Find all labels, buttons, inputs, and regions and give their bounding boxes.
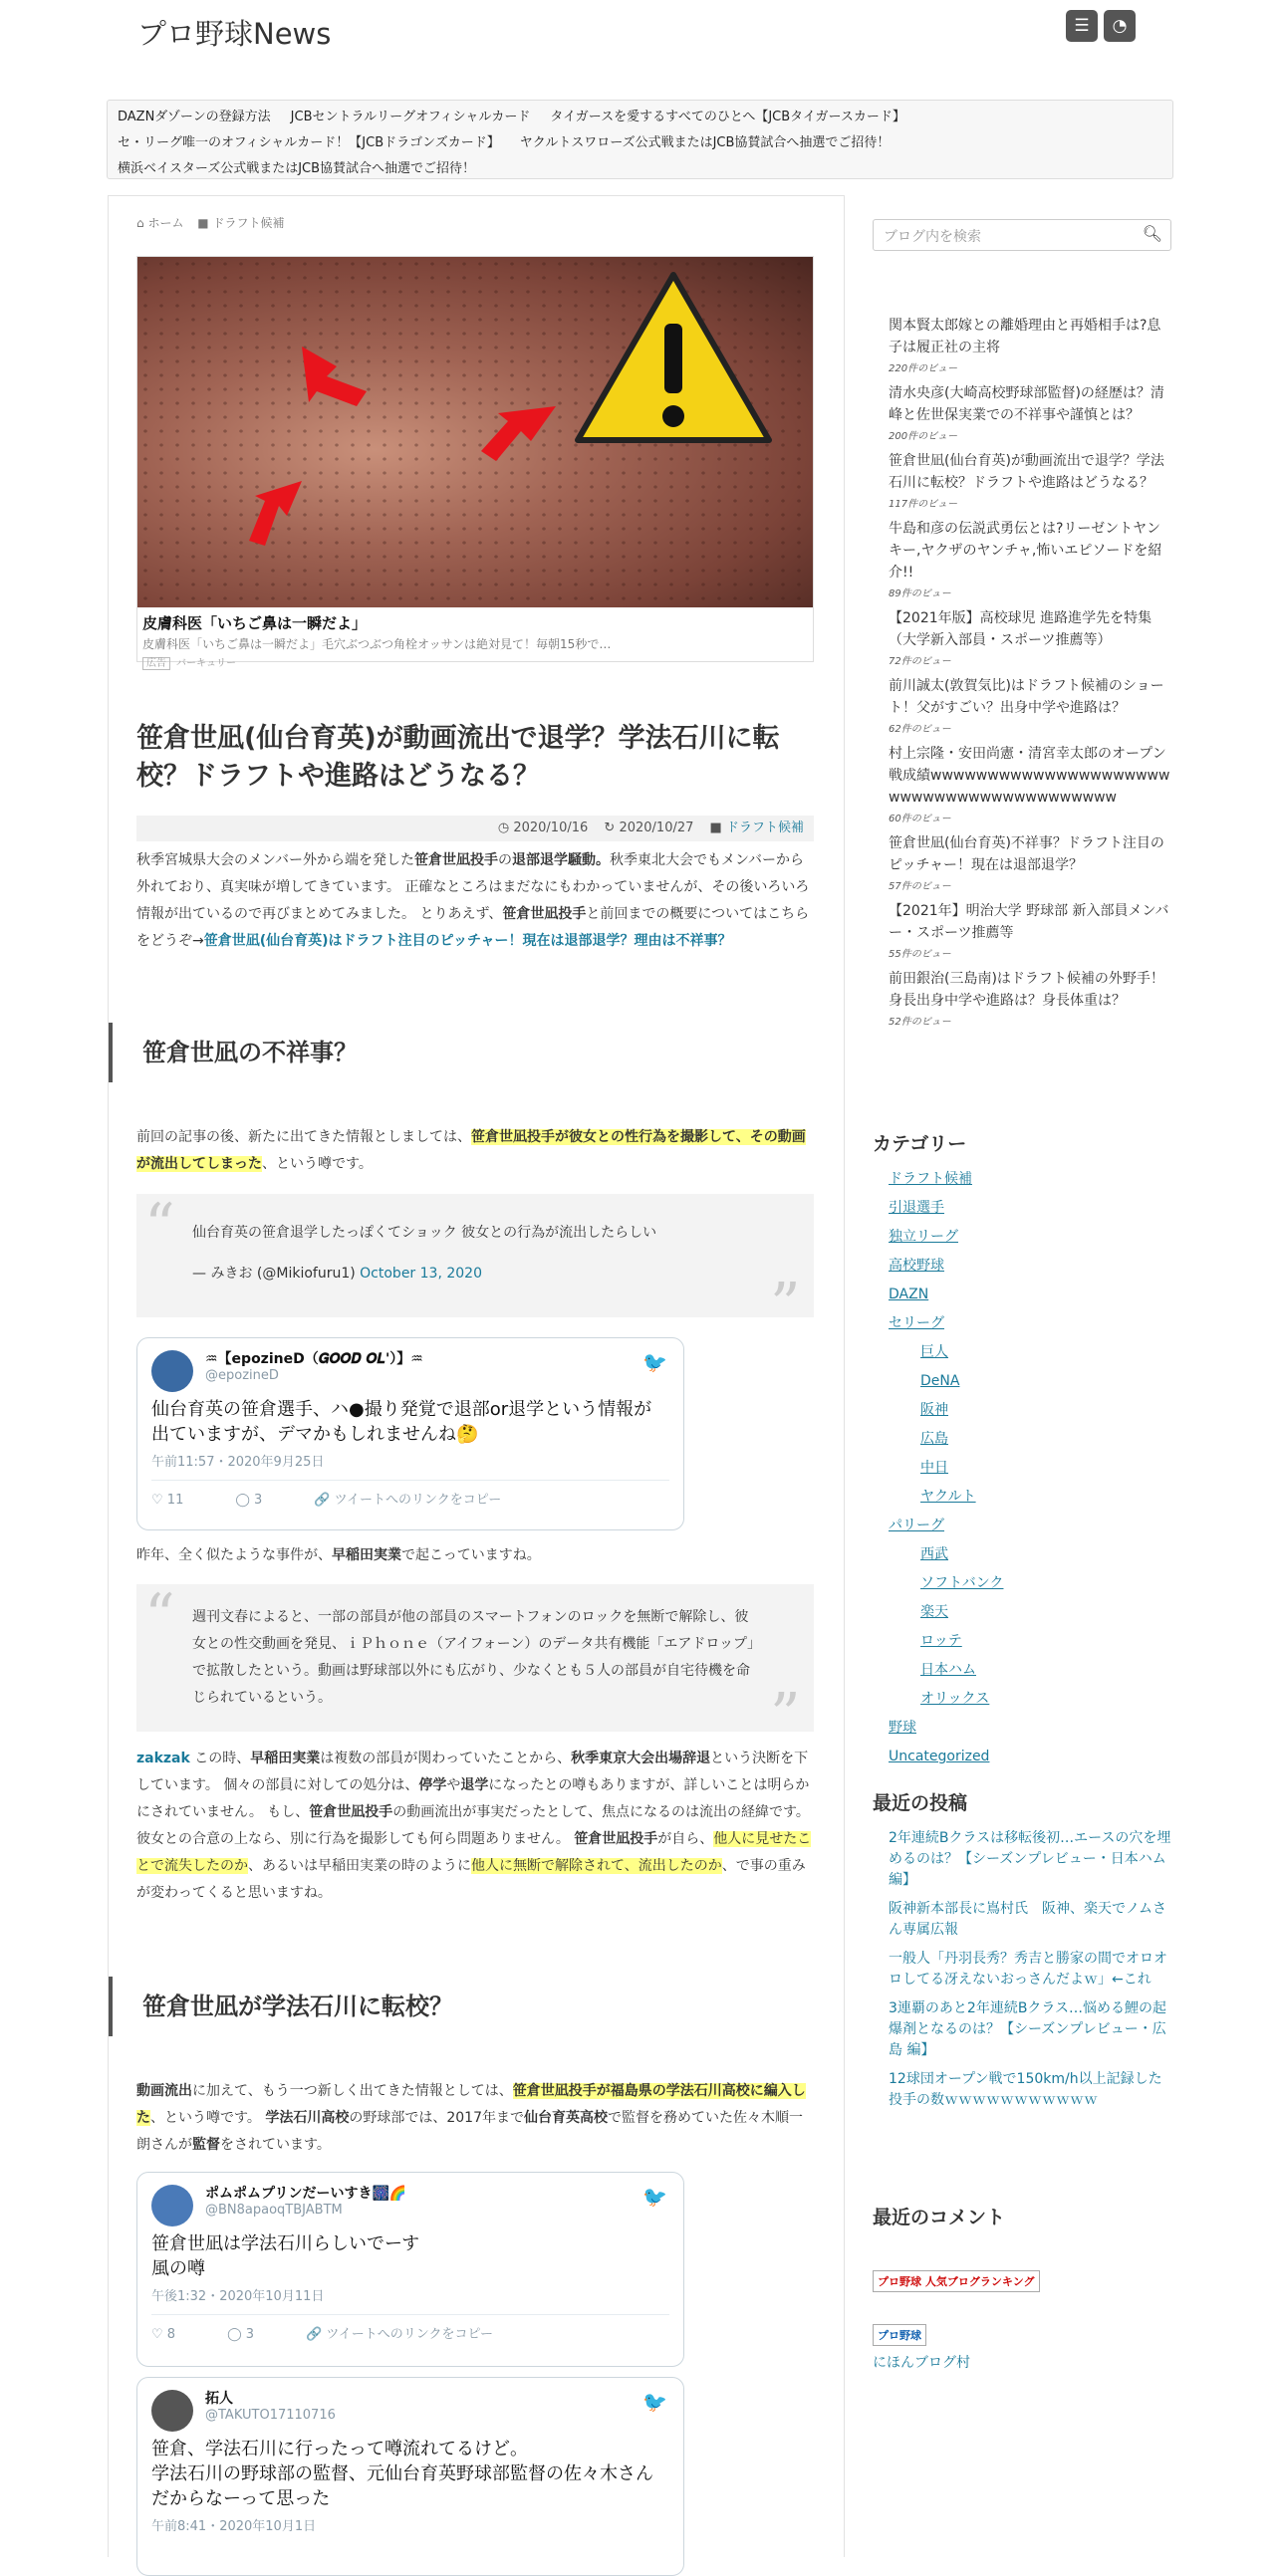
like-icon[interactable]: ♡ 11 — [151, 1493, 184, 1508]
category-link[interactable]: 巨人 — [920, 1344, 948, 1360]
ad-title[interactable]: 皮膚科医「いちご鼻は一瞬だよ」 — [142, 614, 368, 632]
category-link[interactable]: 西武 — [920, 1546, 948, 1562]
search-icon[interactable]: 🔍︎ — [1142, 224, 1162, 243]
category-link[interactable]: 野球 — [889, 1720, 916, 1736]
recent-post-link[interactable]: 12球団オープン戦で150km/h以上記録した投手の数ｗｗｗｗｗｗｗｗｗｗｗ — [889, 2071, 1162, 2108]
paragraph: 動画流出に加えて、もう一つ新しく出てきた情報としては、笹倉世凪投手が福島県の学法石川高校に編入した、という噂です。 学法石川高校の野球部では、2017年まで仙台育英高校で監督を務めていた佐々木順一朗さんが監督をされています。 — [136, 2083, 806, 2153]
embedded-tweet[interactable] — [136, 1337, 684, 1530]
blockquote — [136, 1581, 814, 1732]
tweet-time[interactable]: 午前8:41・2020年10月1日 — [151, 2519, 317, 2534]
avatar[interactable] — [151, 2390, 193, 2432]
avatar[interactable] — [151, 2185, 193, 2226]
previous-article-link[interactable]: 笹倉世凪(仙台育英)はドラフト注目のピッチャー！現在は退部退学？理由は不祥事？ — [203, 933, 732, 949]
update-icon: ↻ — [604, 820, 616, 835]
categories-heading: カテゴリー — [873, 1133, 967, 1155]
category-link[interactable]: 日本ハム — [920, 1662, 976, 1678]
category-link[interactable]: 引退選手 — [889, 1200, 944, 1216]
popular-post-link[interactable]: 前田銀治(三島南)はドラフト候補の外野手！身長出身中学や進路は？身長体重は？ — [889, 971, 1164, 1009]
quote-date-link[interactable]: October 13, 2020 — [360, 1266, 482, 1282]
view-count: 57件のビュー — [889, 881, 951, 892]
feedly-icon[interactable]: ☰ — [1066, 10, 1098, 42]
recent-posts — [889, 1828, 1171, 2119]
tweet-body: 仙台育英の笹倉選手、ハ●撮り発覚で退部or退学という情報が出ていますが、デマかもしれませんね🤔 — [151, 1399, 652, 1445]
quote-close-icon: ” — [770, 1271, 801, 1340]
nav-link[interactable]: ヤクルトスワローズ公式戦またはJCB協賛試合へ抽選でご招待！ — [519, 135, 891, 150]
popular-post-link[interactable]: 【2021年】明治大学 野球部 新入部員メンバー・スポーツ推薦等 — [889, 903, 1169, 941]
link-copy[interactable]: 🔗 ツイートへのリンクをコピー — [314, 1493, 502, 1508]
popular-post-link[interactable]: 【2021年版】高校球児 進路進学先を特集（大学新入部員・スポーツ推薦等） — [889, 610, 1152, 648]
breadcrumb-category[interactable]: ドラフト候補 — [212, 216, 285, 230]
search-input[interactable]: ブログ内を検索 🔍︎ — [873, 219, 1171, 251]
view-count: 72件のビュー — [889, 656, 951, 667]
category-link[interactable]: 楽天 — [920, 1604, 948, 1620]
category-link[interactable]: 阪神 — [920, 1402, 948, 1418]
rss-icon[interactable]: ◔ — [1104, 10, 1136, 42]
popular-post-link[interactable]: 清水央彦(大崎高校野球部監督)の経歴は？清峰と佐世保実業での不祥事や謹慎とは？ — [889, 385, 1164, 423]
view-count: 55件のビュー — [889, 949, 951, 960]
category-link[interactable]: ロッテ — [920, 1633, 962, 1649]
category-link[interactable]: Uncategorized — [889, 1749, 990, 1764]
category-link[interactable]: ドラフト候補 — [725, 820, 804, 835]
reply-icon[interactable]: ◯ 3 — [235, 1493, 263, 1508]
embedded-tweet[interactable] — [136, 2377, 684, 2576]
category-link[interactable]: ソフトバンク — [920, 1575, 1004, 1591]
source-link[interactable]: zakzak — [136, 1751, 190, 1766]
quote-cite: — みきお (@Mikiofuru1) — [192, 1266, 356, 1282]
popular-post-link[interactable]: 前川誠太(敦賀気比)はドラフト候補のショート！父がすごい？出身中学や進路は？ — [889, 678, 1164, 716]
popular-post-link[interactable]: 牛島和彦の伝説武勇伝とは?リーゼントヤンキー,ヤクザのヤンチャ,怖いエピソードを紹介!! — [889, 521, 1162, 581]
tweet-time[interactable]: 午前11:57・2020年9月25日 — [151, 1455, 325, 1470]
main-content — [108, 195, 845, 2557]
ad-block[interactable] — [136, 256, 814, 669]
category-link[interactable]: オリックス — [920, 1691, 990, 1707]
twitter-icon[interactable]: 🐦 — [642, 1350, 667, 1374]
quote-text: 週刊文春によると、一部の部員が他の部員のスマートフォンのロックを無断で解除し、彼女との性交動画を発見、ｉＰｈｏｎｅ（アイフォーン）のデータ共有機能「エアドロップ」で拡散したという。動画は野球部以外にも広がり、少なくとも５人の部員が自宅待機を命じられているという。 — [192, 1609, 755, 1706]
category-link[interactable]: セリーグ — [889, 1315, 944, 1331]
blogmura-link[interactable]: にほんブログ村 — [873, 2355, 970, 2371]
nav-link[interactable]: タイガースを愛するすべてのひとへ【JCBタイガースカード】 — [550, 110, 905, 124]
category-list — [889, 1165, 1003, 1771]
tweet-author[interactable]: ポムポムプリンだーいすき🎆🌈 — [205, 2186, 407, 2202]
breadcrumb — [136, 214, 814, 231]
folder-icon: ■ — [709, 820, 722, 835]
section-heading: 笹倉世凪が学法石川に転校？ — [109, 1977, 846, 2036]
recent-post-link[interactable]: 一般人「丹羽長秀？秀吉と勝家の間でオロオロしてる冴えないおっさんだよｗ」←これ — [889, 1951, 1167, 1988]
tweet-handle[interactable]: @BN8apaoqTBJABTM — [205, 2203, 343, 2218]
ad-sponsor: バーキュリー — [176, 658, 236, 669]
quote-open-icon: “ — [144, 1191, 175, 1261]
tweet-body: 笹倉世凪は学法石川らしいでーす 風の噂 — [151, 2233, 420, 2279]
twitter-icon[interactable]: 🐦 — [642, 2390, 667, 2414]
recent-posts-heading: 最近の投稿 — [873, 1792, 968, 1814]
warning-icon — [574, 269, 773, 448]
popular-post-link[interactable]: 関本賢太郎嫁との離婚理由と再婚相手は?息子は履正社の主将 — [889, 318, 1161, 355]
popular-post-link[interactable]: 笹倉世凪(仙台育英)が動画流出で退学？学法石川に転校？ドラフトや進路はどうなる？ — [889, 453, 1164, 491]
view-count: 220件のビュー — [889, 363, 958, 374]
nav-link[interactable]: 横浜ベイスターズ公式戦またはJCB協賛試合へ抽選でご招待！ — [118, 161, 476, 176]
ranking-banner[interactable]: プロ野球 人気ブログランキング — [873, 2270, 1040, 2292]
view-count: 62件のビュー — [889, 724, 951, 735]
clock-icon: ◷ — [497, 820, 510, 835]
category-link[interactable]: DAZN — [889, 1287, 929, 1302]
popular-post-link[interactable]: 笹倉世凪(仙台育英)不祥事？ドラフト注目のピッチャー！現在は退部退学？ — [889, 835, 1164, 873]
category-link[interactable]: 独立リーグ — [889, 1229, 958, 1245]
nav-link[interactable]: DAZNダゾーンの登録方法 — [118, 110, 271, 124]
like-icon[interactable]: ♡ 8 — [151, 2327, 176, 2342]
nav-link[interactable]: JCBセントラルリーグオフィシャルカード — [290, 110, 531, 124]
section-heading: 笹倉世凪の不祥事？ — [109, 1023, 846, 1082]
ad-label: 広告 — [142, 657, 170, 670]
quote-text: 仙台育英の笹倉退学したっぽくてショック 彼女との行為が流出したらしい — [192, 1225, 657, 1241]
breadcrumb-home[interactable]: ホーム — [147, 216, 184, 230]
ad-description[interactable]: 皮膚科医「いちご鼻は一瞬だよ」毛穴ぶつぶつ角栓オッサンは絶対見て！毎朝15秒で… — [142, 637, 612, 651]
category-link[interactable]: DeNA — [920, 1373, 960, 1389]
home-icon: ⌂ — [136, 216, 144, 230]
avatar[interactable] — [151, 1350, 193, 1392]
tweet-author[interactable]: 拓人 — [205, 2391, 233, 2407]
embedded-tweet[interactable] — [136, 2172, 684, 2367]
view-count: 117件のビュー — [889, 499, 958, 510]
popular-posts — [889, 315, 1171, 1036]
tweet-handle[interactable]: @TAKUTO17110716 — [205, 2408, 336, 2423]
date-published: 2020/10/16 — [513, 820, 589, 835]
twitter-icon[interactable]: 🐦 — [642, 2185, 667, 2209]
recent-comments-heading: 最近のコメント — [873, 2207, 1006, 2228]
category-link[interactable]: 高校野球 — [889, 1258, 944, 1274]
site-header — [0, 0, 1279, 90]
nav-link[interactable]: セ・リーグ唯一のオフィシャルカード！【JCBドラゴンズカード】 — [118, 135, 500, 150]
tweet-author[interactable]: ♒【epozineD（𝑮𝑶𝑶𝑫 𝑶𝑳'）】♒ — [205, 1351, 423, 1367]
article-meta — [136, 816, 814, 841]
link-copy[interactable]: 🔗 ツイートへのリンクをコピー — [306, 2327, 493, 2342]
ad-image[interactable] — [137, 257, 813, 607]
view-count: 200件のビュー — [889, 431, 958, 442]
paragraph: 昨年、全く似たような事件が、早稲田実業で起こっていますね。 — [136, 1547, 541, 1563]
site-title[interactable]: プロ野球News — [137, 17, 332, 51]
folder-icon: ■ — [197, 216, 209, 230]
view-count: 52件のビュー — [889, 1017, 951, 1028]
category-link[interactable]: ヤクルト — [920, 1489, 976, 1505]
paragraph: zakzak この時、早稲田実業は複数の部員が関わっていたことから、秋季東京大会出場辞退という決断を下しています。 個々の部員に対しての処分は、停学や退学になったとの噂もありますが、詳しいことは明らかにされていません。 もし、笹倉世凪投手の動画流出が事実だったとして、焦点になるのは流出の経緯です。 彼女との合意の上なら、別に行為を撮影しても何ら問題ありません。 笹倉世凪投手が自ら、他人に見せたことで流失したのか、あるいは早稲田実業の時のように他人に無断で解除されて、流出したのか、で事の重みが変わってくると思いますね。 — [136, 1751, 812, 1901]
top-navigation — [107, 100, 1173, 179]
category-link[interactable]: パリーグ — [889, 1518, 944, 1533]
tweet-handle[interactable]: @epozineD — [205, 1368, 279, 1383]
paragraph: 前回の記事の後、新たに出てきた情報としましては、笹倉世凪投手が彼女との性行為を撮影して、その動画が流出してしまった、という噂です。 — [136, 1129, 806, 1172]
article-title: 笹倉世凪(仙台育英)が動画流出で退学？学法石川に転校？ドラフトや進路はどうなる？ — [136, 723, 780, 792]
recent-post-link[interactable]: 2年連続Bクラスは移転後初…エースの穴を埋めるのは？【シーズンプレビュー・日本ハム 編】 — [889, 1830, 1171, 1888]
recent-post-link[interactable]: 3連覇のあと2年連続Bクラス…悩める鯉の起爆剤となるのは？【シーズンプレビュー・広島 編】 — [889, 2000, 1166, 2058]
category-link[interactable]: 広島 — [920, 1431, 948, 1447]
quote-close-icon: ” — [770, 1681, 801, 1751]
category-link[interactable]: ドラフト候補 — [889, 1171, 972, 1187]
intro-paragraph: 秋季宮城県大会のメンバー外から端を発した笹倉世凪投手の退部退学騒動。秋季東北大会でもメンバーから外れており、真実味が増してきています。 正確なところはまだなにもわかっていませんが、その後いろいろ情報が出ているので再びまとめてみました。 とりあえず、笹倉世凪投手と前回までの概要についてはこちらをどうぞ→笹倉世凪(仙台育英)はドラフト注目のピッチャー！現在は退部退学？理由は不祥事？ — [136, 852, 810, 949]
view-count: 89件のビュー — [889, 588, 951, 599]
recent-post-link[interactable]: 阪神新本部長に嶌村氏 阪神、楽天でノムさん専属広報 — [889, 1901, 1167, 1938]
tweet-time[interactable]: 午後1:32・2020年10月11日 — [151, 2289, 325, 2304]
date-updated: 2020/10/27 — [619, 820, 694, 835]
blogmura-banner[interactable]: プロ野球 — [873, 2324, 926, 2346]
category-link[interactable]: 中日 — [920, 1460, 948, 1476]
popular-post-link[interactable]: 村上宗隆・安田尚憲・清宮幸太郎のオープン戦成績wwwwwwwwwwwwwwwwwwwwwwwwwwwwwwwwwwwwwwwww — [889, 746, 1170, 806]
blockquote — [136, 1191, 814, 1317]
quote-open-icon: “ — [144, 1581, 175, 1651]
tweet-body: 笹倉、学法石川に行ったって噂流れてるけど。 学法石川の野球部の監督、元仙台育英野球部監督の佐々木さんだからなーって思った — [151, 2439, 653, 2509]
view-count: 60件のビュー — [889, 814, 951, 824]
reply-icon[interactable]: ◯ 3 — [227, 2327, 255, 2342]
